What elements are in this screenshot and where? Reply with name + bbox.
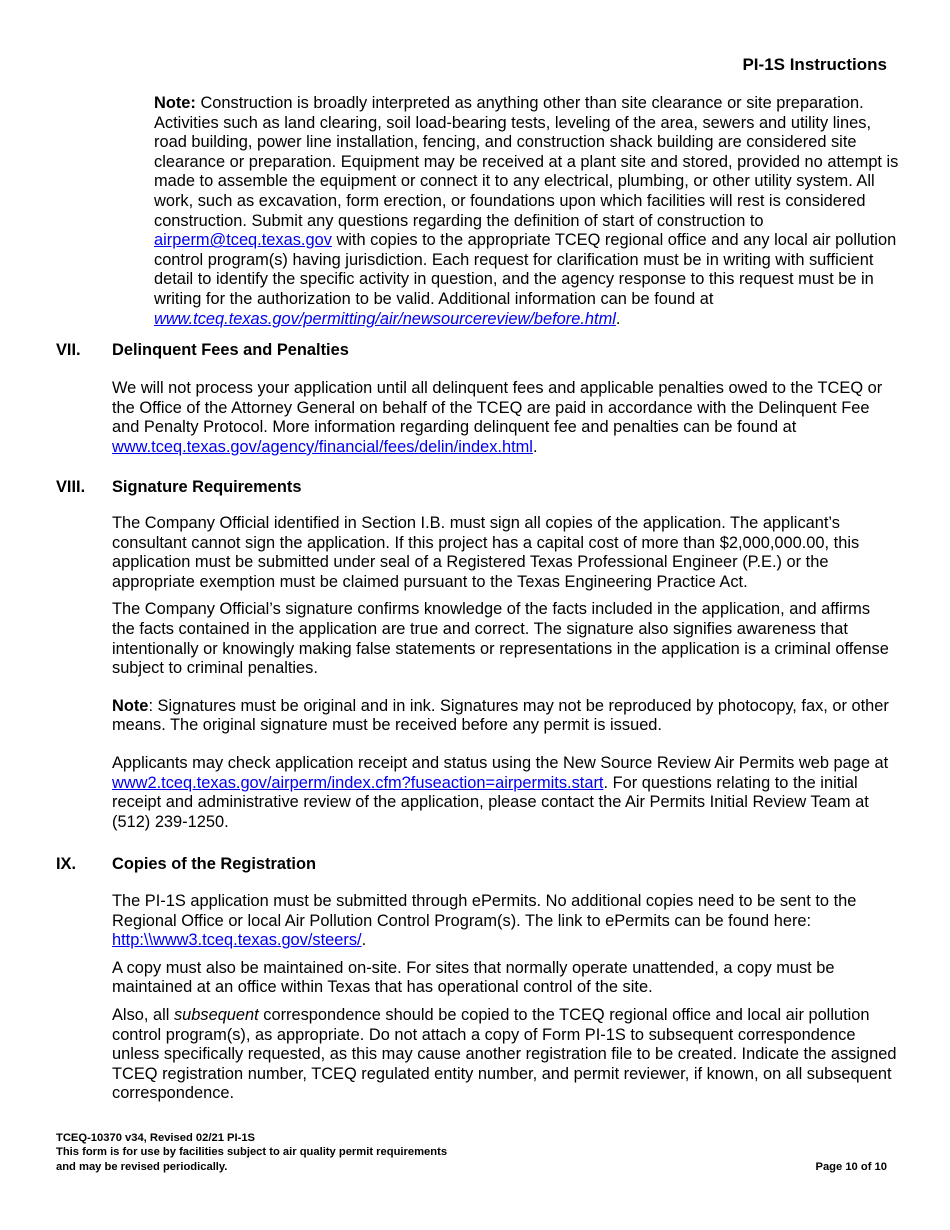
section-ix-heading — [56, 854, 316, 874]
sec9-p3-text-b: correspondence should be copied to the TCEQ regional office and local air pollution control program(s), as appropriate. Do not attach a copy of Form PI-1S to subsequent correspondence unless specifically requested, as this may cause another registration file to be created. Indicate the assigned TCEQ registration number, TCEQ regulated entity number, and permit reviewer, if known, on all subsequent correspondence. — [112, 1005, 897, 1103]
subsequent-correspondence-paragraph — [112, 1006, 897, 1104]
section-number: IX. — [56, 855, 77, 873]
application-status-paragraph — [112, 754, 897, 832]
epermits-link[interactable]: http:\\www3.tceq.texas.gov/steers/ — [112, 931, 362, 950]
signature-note-label: Note — [112, 696, 149, 715]
company-official-paragraph: The Company Official identified in Section I.B. must sign all copies of the application. The applicant’s consultant cannot sign the application. If this project has a capital cost of more than $2,000,000.00, this application must be submitted under seal of a Registered Texas Professional Engineer (P.E.) or the appropriate exemption must be claimed pursuant to the Texas Engineering Practice Act. — [112, 514, 860, 591]
onsite-copy-paragraph: A copy must also be maintained on-site. For sites that normally operate unattended, a copy must be maintained at an office within Texas that has operational control of the site. — [112, 958, 835, 997]
note-text-2: with copies to the appropriate TCEQ regional office and any local air pollution control program(s) having jurisdiction. Each request for clarification must be in writing with sufficient detail to identify the specific activity in question, and the agency response to this request must be in writing for the authorization to be valid. Additional information can be found at — [154, 231, 897, 308]
section-number: VII. — [56, 341, 81, 359]
form-revision-line: and may be revised periodically. — [56, 1160, 228, 1173]
section-title: Signature Requirements — [112, 478, 302, 496]
note-paragraph — [154, 94, 904, 329]
note-label: Note: — [154, 94, 196, 112]
sec8-p4-text-b: . For questions relating to the initial receipt and administrative review of the application, please contact the Air Permits Initial Review Team at (512) 239-1250. — [112, 773, 869, 831]
page-header-title: PI-1S Instructions — [742, 55, 887, 74]
subsequent-emphasis: subsequent — [173, 1005, 259, 1024]
signature-note-text: : Signatures must be original and in ink. Signatures may not be reproduced by photocopy, fax, or other means. The original signature must be received before any permit is issued. — [112, 696, 889, 735]
note-text-3: . — [615, 309, 621, 328]
section-title: Copies of the Registration — [112, 855, 316, 873]
sec7-text-1: We will not process your application until all delinquent fees and applicable penalties owed to the TCEQ or the Office of the Attorney General on behalf of the TCEQ are paid in accordance with the Delinquent Fee and Penalty Protocol. More information regarding delinquent fee and penalties can be found at — [112, 379, 883, 437]
delinquent-fees-paragraph — [112, 379, 897, 457]
section-vii-body — [112, 379, 897, 457]
section-viii-body — [112, 514, 897, 832]
form-number: TCEQ-10370 v34, Revised 02/21 PI-1S — [56, 1132, 256, 1144]
sec9-p1-text-a: The PI-1S application must be submitted through ePermits. No additional copies need to be sent to the Regional Office or local Air Pollution Control Program(s). The link to ePermits can be found here: — [112, 892, 857, 930]
airperm-email-link[interactable]: airperm@tceq.texas.gov — [154, 231, 332, 250]
sec9-p3-text-a: Also, all — [112, 1005, 174, 1024]
section-title: Delinquent Fees and Penalties — [112, 341, 349, 359]
section-number: VIII. — [56, 478, 86, 496]
air-permits-status-link[interactable]: www2.tceq.texas.gov/airperm/index.cfm?fuseaction=airpermits.start — [112, 773, 604, 792]
sec8-p4-text-a: Applicants may check application receipt and status using the New Source Review Air Permits web page at — [112, 753, 889, 772]
sec9-p1-text-b: . — [361, 931, 367, 950]
signature-confirms-paragraph: The Company Official’s signature confirms knowledge of the facts included in the application, and affirms the facts contained in the application are true and correct. The signature also signifies awareness that intentionally or knowingly making false statements or representations in the application is a criminal offense subject to criminal penalties. — [112, 600, 889, 678]
before-construction-link[interactable]: www.tceq.texas.gov/permitting/air/newsourcereview/before.html — [154, 309, 616, 328]
construction-note — [154, 94, 904, 329]
section-ix-body — [112, 892, 897, 1104]
epermits-paragraph — [112, 892, 897, 951]
signature-note-paragraph — [112, 697, 897, 736]
page-number: Page 10 of 10 — [815, 1161, 887, 1173]
sec7-text-2: . — [532, 437, 538, 456]
section-vii-heading — [56, 340, 349, 360]
form-usage-line: This form is for use by facilities subject to air quality permit requirements — [56, 1146, 448, 1159]
note-text-1: Construction is broadly interpreted as anything other than site clearance or site preparation. Activities such as land clearing, soil load-bearing tests, leveling of the area, sewers and utility lines, road building, power line installation, fencing, and construction shack building are considered site clearance or preparation. Equipment may be received at a plant site and stored, provided no attempt is made to assemble the equipment or connect it to any electrical, plumbing, or other utility system. All work, such as excavation, form erection, or foundations upon which facilities will rest is considered construction. Submit any questions regarding the definition of start of construction to — [154, 94, 899, 230]
form-footer — [56, 1131, 447, 1174]
delinquent-fees-link[interactable]: www.tceq.texas.gov/agency/financial/fees/delin/index.html — [112, 437, 533, 456]
section-viii-heading — [56, 477, 301, 497]
